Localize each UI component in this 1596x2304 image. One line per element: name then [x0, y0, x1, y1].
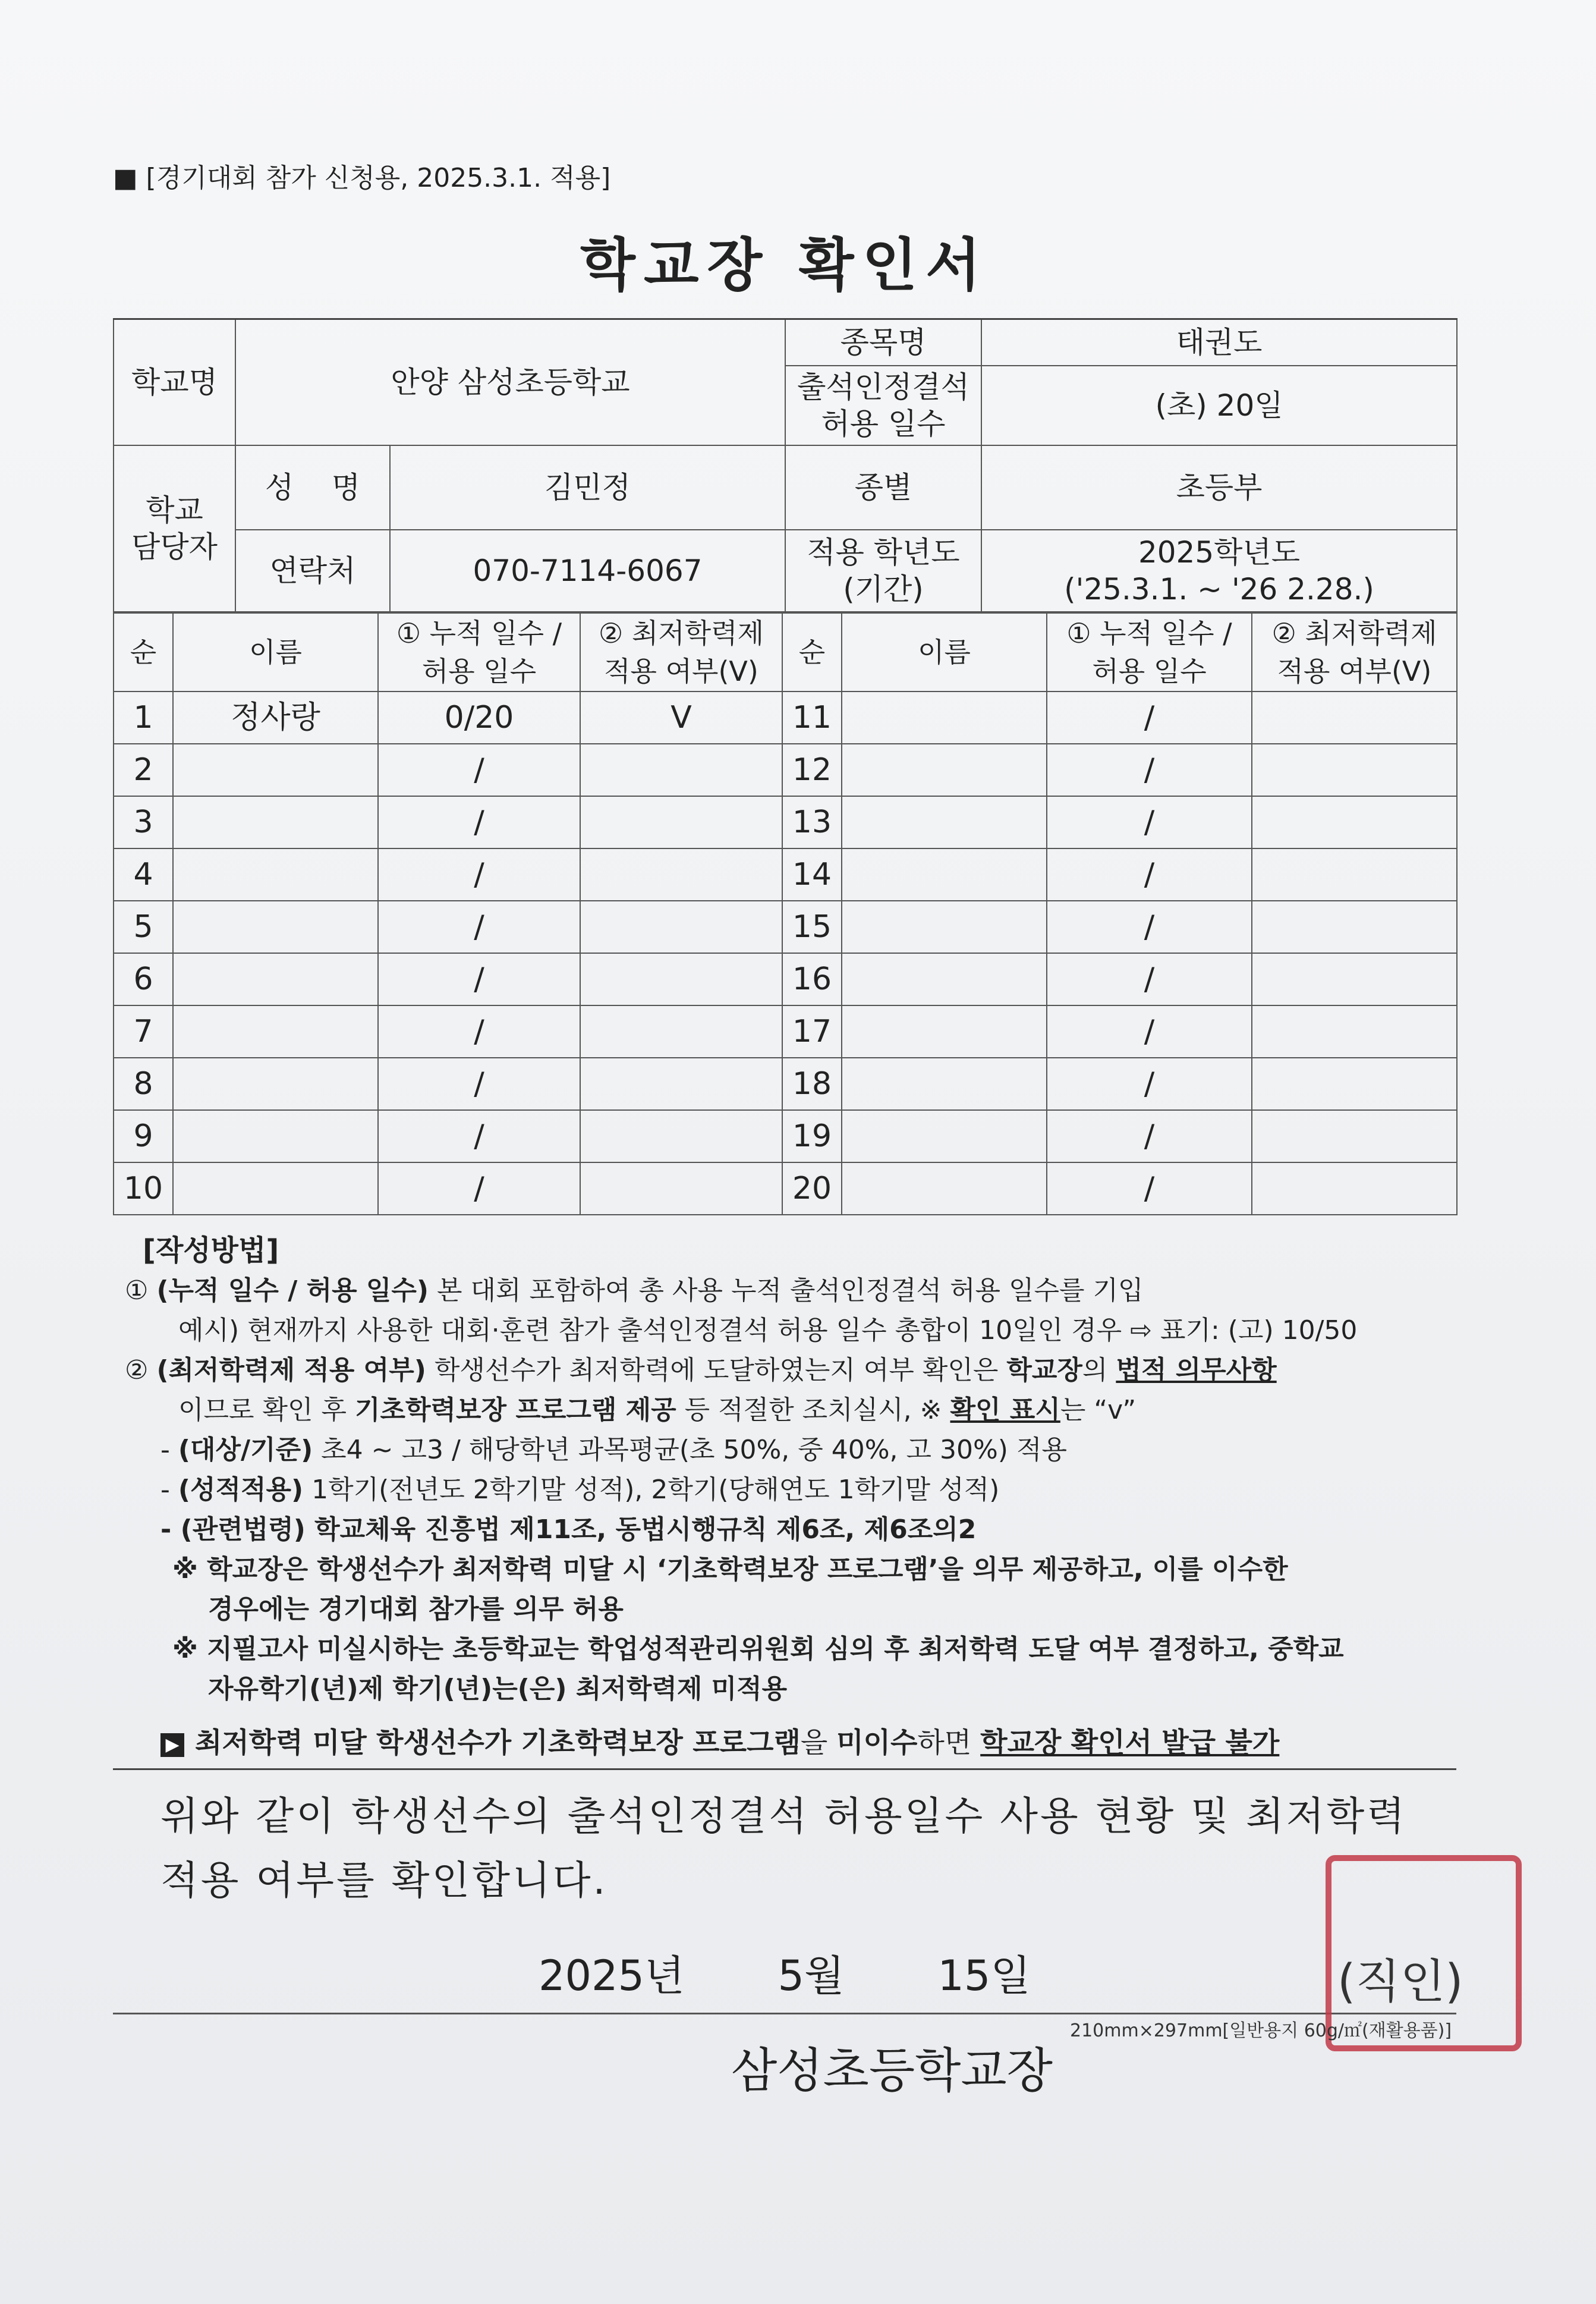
event-label: 종목명 — [785, 319, 981, 366]
row-days: 0/20 — [378, 691, 580, 744]
guide-line: ① (누적 일수 / 허용 일수) 본 대회 포함하여 총 사용 누적 출석인정결석 허용 일수를 기입 — [125, 1275, 1144, 1306]
row-days: / — [378, 953, 580, 1005]
row-no: 6 — [114, 953, 173, 1005]
row-days: / — [378, 848, 580, 901]
row-name — [173, 744, 378, 796]
manager-name-label: 성 명 — [235, 445, 390, 530]
guide-line: 자유학기(년)제 학기(년)는(은) 최저학력제 미적용 — [208, 1674, 788, 1704]
manager-name-value: 김민정 — [390, 445, 785, 530]
guide-line: - (관련법령) 학교체육 진흥법 제11조, 동법시행규칙 제6조, 제6조의2 — [160, 1514, 977, 1545]
row-no: 8 — [114, 1058, 173, 1110]
row-name — [173, 796, 378, 848]
arrow-box-icon: ▶ — [160, 1733, 184, 1757]
row-days: / — [1047, 744, 1252, 796]
table-row — [114, 1058, 1457, 1110]
table-row — [114, 901, 1457, 953]
row-no: 4 — [114, 848, 173, 901]
school-year-label: 적용 학년도 (기간) — [785, 530, 981, 612]
event-value: 태권도 — [981, 319, 1457, 366]
row-name — [842, 953, 1047, 1005]
row-no: 16 — [782, 953, 842, 1005]
row-days: / — [378, 744, 580, 796]
row-check — [1252, 691, 1457, 744]
school-year-value: 2025학년도 ('25.3.1. ~ '26 2.28.) — [981, 530, 1457, 612]
row-days: / — [1047, 1110, 1252, 1162]
table-row — [114, 1005, 1457, 1058]
row-days: / — [1047, 691, 1252, 744]
row-name — [842, 1058, 1047, 1110]
paper-spec-footnote: 210mm×297mm[일반용지 60g/㎡(재활용품)] — [1070, 2020, 1452, 2041]
row-days: / — [1047, 848, 1252, 901]
row-days: / — [378, 1005, 580, 1058]
col-min-header-2: ② 최저학력제 적용 여부(V) — [1252, 613, 1457, 691]
row-no: 13 — [782, 796, 842, 848]
row-name — [173, 953, 378, 1005]
row-check — [580, 953, 782, 1005]
row-no: 5 — [114, 901, 173, 953]
row-check — [580, 744, 782, 796]
row-no: 20 — [782, 1162, 842, 1215]
issue-date: 2025년 5월 15일 — [538, 1951, 1031, 2000]
col-name-header-2: 이름 — [842, 613, 1047, 691]
row-check — [1252, 848, 1457, 901]
bottom-rule — [113, 2013, 1456, 2014]
school-value: 안양 삼성초등학교 — [235, 319, 785, 446]
row-check — [1252, 744, 1457, 796]
row-name — [842, 1162, 1047, 1215]
row-name — [842, 1005, 1047, 1058]
row-no: 9 — [114, 1110, 173, 1162]
document-body — [113, 161, 1456, 2101]
form-type-tag: ■ [경기대회 참가 신청용, 2025.3.1. 적용] — [113, 163, 611, 193]
col-no-header: 순 — [114, 613, 173, 691]
guide-line: 경우에는 경기대회 참가를 의무 허용 — [208, 1594, 624, 1624]
table-row — [114, 953, 1457, 1005]
manager-label: 학교 담당자 — [114, 445, 235, 612]
row-days: / — [1047, 1058, 1252, 1110]
row-no: 3 — [114, 796, 173, 848]
row-name — [173, 901, 378, 953]
row-name — [173, 1110, 378, 1162]
row-name — [842, 744, 1047, 796]
manager-contact-label: 연락처 — [235, 530, 390, 612]
allowance-label: 출석인정결석 허용 일수 — [785, 366, 981, 445]
row-days: / — [1047, 1005, 1252, 1058]
row-name — [842, 1110, 1047, 1162]
row-name — [842, 848, 1047, 901]
roster-table — [113, 612, 1458, 1215]
confirmation-text — [113, 1784, 1456, 1913]
table-row — [114, 796, 1457, 848]
document-title: 학교장 확인서 — [580, 232, 989, 298]
row-check — [580, 1110, 782, 1162]
row-check — [1252, 796, 1457, 848]
row-name — [842, 796, 1047, 848]
row-days: / — [378, 901, 580, 953]
row-no: 12 — [782, 744, 842, 796]
row-name — [842, 691, 1047, 744]
row-days: / — [1047, 796, 1252, 848]
row-check — [1252, 901, 1457, 953]
guide-line: 예시) 현재까지 사용한 대회·훈련 참가 출석인정결석 허용 일수 총합이 10일인 경우 ⇨ 표기: (고) 10/50 — [178, 1315, 1358, 1346]
row-check — [1252, 1005, 1457, 1058]
row-check — [580, 1162, 782, 1215]
signer-name: 삼성초등학교장 — [731, 2043, 1053, 2098]
col-no-header-2: 순 — [782, 613, 842, 691]
row-days: / — [378, 1110, 580, 1162]
guide-heading: [작성방법] — [143, 1234, 279, 1267]
row-check — [580, 848, 782, 901]
row-days: / — [1047, 953, 1252, 1005]
row-no: 14 — [782, 848, 842, 901]
issuance-notice: ▶ 최저학력 미달 학생선수가 기초학력보장 프로그램을 미이수하면 학교장 확인서 발급 불가 — [113, 1722, 1456, 1770]
table-row — [114, 744, 1457, 796]
row-name: 정사랑 — [173, 691, 378, 744]
row-name — [173, 1058, 378, 1110]
row-no: 7 — [114, 1005, 173, 1058]
row-days: / — [1047, 901, 1252, 953]
guide-line: - (성적적용) 1학기(전년도 2학기말 성적), 2학기(당해연도 1학기말 성적) — [160, 1475, 1000, 1505]
col-days-header-2: ① 누적 일수 / 허용 일수 — [1047, 613, 1252, 691]
row-days: / — [378, 796, 580, 848]
table-row — [114, 848, 1457, 901]
row-check — [580, 796, 782, 848]
row-name — [173, 1005, 378, 1058]
guide-line: ② (최저학력제 적용 여부) 학생선수가 최저학력에 도달하였는지 여부 확인은 학교장의 법적 의무사항 — [125, 1355, 1277, 1385]
row-no: 15 — [782, 901, 842, 953]
guide-line: 이므로 확인 후 기초학력보장 프로그램 제공 등 적절한 조치실시, ※ 확인 표시는 “v” — [178, 1395, 1137, 1425]
confirmation-line-1: 위와 같이 학생선수의 출석인정결석 허용일수 사용 현황 및 최저학력 — [160, 1793, 1408, 1839]
confirmation-line-2: 적용 여부를 확인합니다. — [160, 1857, 608, 1903]
table-row — [114, 1110, 1457, 1162]
row-name — [173, 1162, 378, 1215]
manager-contact-value: 070-7114-6067 — [390, 530, 785, 612]
allowance-value: (초) 20일 — [981, 366, 1457, 445]
row-check — [1252, 953, 1457, 1005]
row-days: / — [378, 1058, 580, 1110]
row-check — [580, 901, 782, 953]
row-no: 10 — [114, 1162, 173, 1215]
row-check — [580, 1058, 782, 1110]
row-no: 19 — [782, 1110, 842, 1162]
row-no: 11 — [782, 691, 842, 744]
row-check — [580, 1005, 782, 1058]
row-no: 18 — [782, 1058, 842, 1110]
writing-guide — [113, 1231, 1456, 1709]
row-check — [1252, 1162, 1457, 1215]
seal-label: (직인) — [1337, 1955, 1463, 2008]
row-no: 2 — [114, 744, 173, 796]
col-days-header: ① 누적 일수 / 허용 일수 — [378, 613, 580, 691]
row-check: V — [580, 691, 782, 744]
row-no: 1 — [114, 691, 173, 744]
row-days: / — [378, 1162, 580, 1215]
row-no: 17 — [782, 1005, 842, 1058]
row-name — [842, 901, 1047, 953]
school-label: 학교명 — [114, 319, 235, 446]
row-days: / — [1047, 1162, 1252, 1215]
col-name-header: 이름 — [173, 613, 378, 691]
row-check — [1252, 1058, 1457, 1110]
row-name — [173, 848, 378, 901]
info-table — [113, 318, 1458, 612]
table-row — [114, 691, 1457, 744]
row-check — [1252, 1110, 1457, 1162]
guide-line: - (대상/기준) 초4 ~ 고3 / 해당학년 과목평균(초 50%, 중 40%, 고 30%) 적용 — [160, 1435, 1067, 1465]
division-value: 초등부 — [981, 445, 1457, 530]
guide-line: ※ 학교장은 학생선수가 최저학력 미달 시 ‘기초학력보장 프로그램’을 의무 제공하고, 이를 이수한 — [172, 1554, 1288, 1585]
table-row — [114, 1162, 1457, 1215]
guide-line: ※ 지필고사 미실시하는 초등학교는 학업성적관리위원회 심의 후 최저학력 도달 여부 결정하고, 중학교 — [172, 1634, 1344, 1664]
col-min-header: ② 최저학력제 적용 여부(V) — [580, 613, 782, 691]
division-label: 종별 — [785, 445, 981, 530]
